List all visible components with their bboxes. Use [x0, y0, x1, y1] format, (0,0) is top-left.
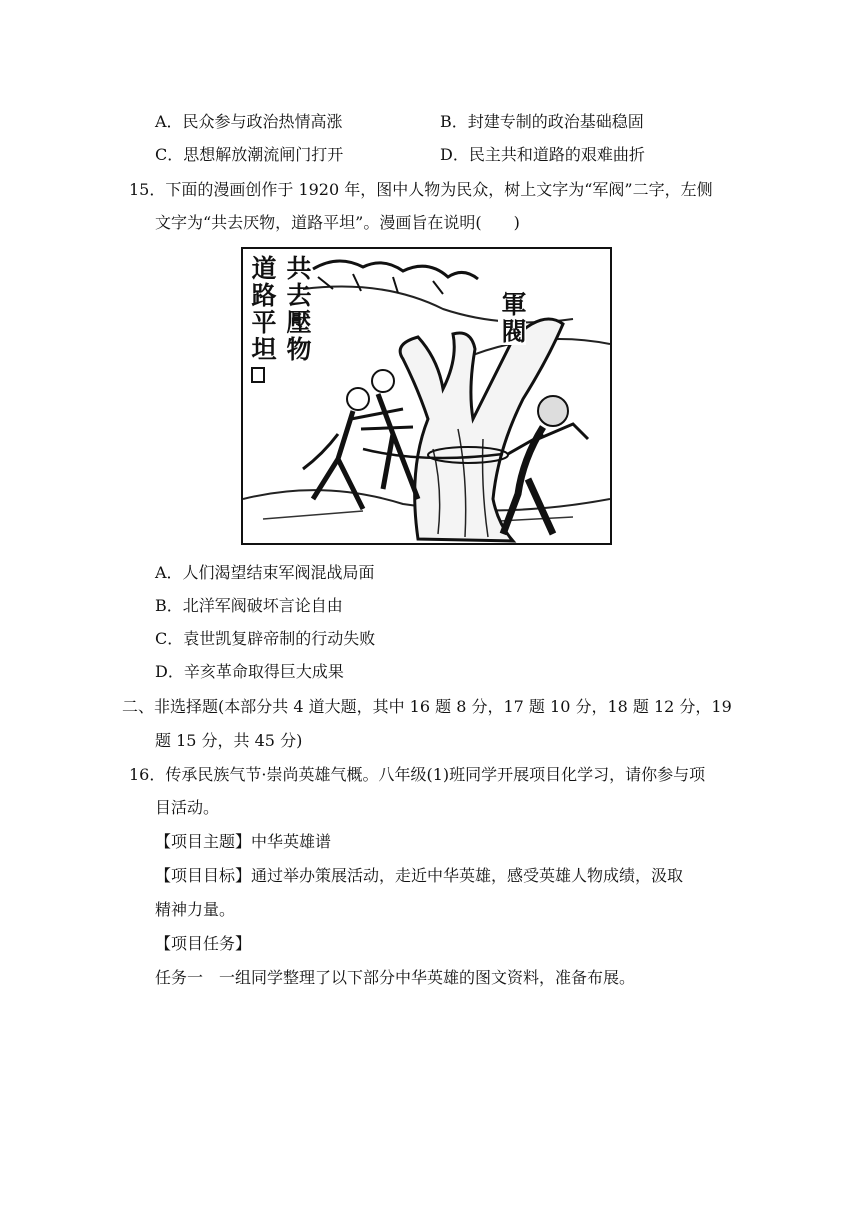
q15-option-c: C．袁世凯复辟帝制的行动失败 — [155, 629, 376, 648]
q15-option-a: A．人们渴望结束军阀混战局面 — [155, 563, 375, 582]
tree-label: 軍閥 — [498, 291, 527, 345]
q16-goal-line2: 精神力量。 — [155, 900, 236, 919]
cartoon-image — [241, 247, 612, 545]
q16-stem-line1: 16．传承民族气节·崇尚英雄气概。八年级(1)班同学开展项目化学习，请你参与项 — [129, 765, 706, 784]
q16-goal-line1: 【项目目标】通过举办策展活动，走近中华英雄，感受英雄人物成绩，汲取 — [155, 866, 684, 885]
q16-task1: 任务一 一组同学整理了以下部分中华英雄的图文资料，准备布展。 — [155, 968, 636, 987]
section2-heading-line1: 二、非选择题(本部分共 4 道大题，其中 16 题 8 分，17 题 10 分，18 题 12 分，19 — [122, 697, 732, 716]
q16-task-heading: 【项目任务】 — [155, 934, 252, 953]
option-b: B．封建专制的政治基础稳固 — [440, 112, 644, 131]
q15-stem-line2: 文字为“共去厌物，道路平坦”。漫画旨在说明( ) — [155, 213, 520, 232]
q16-theme: 【项目主题】中华英雄谱 — [155, 832, 332, 851]
option-c: C．思想解放潮流闸门打开 — [155, 145, 344, 164]
q15-option-b: B．北洋军阀破坏言论自由 — [155, 596, 343, 615]
option-a: A．民众参与政治热情高涨 — [155, 112, 343, 131]
cartoon-caption-col1: 共去壓物 — [283, 255, 312, 363]
q15-option-d: D．辛亥革命取得巨大成果 — [155, 662, 344, 681]
section2-heading-line2: 题 15 分，共 45 分) — [155, 731, 303, 750]
q15-stem-line1: 15．下面的漫画创作于 1920 年，图中人物为民众，树上文字为“军阀”二字，左侧 — [129, 180, 713, 199]
cartoon-caption-col2: 道路平坦 — [248, 255, 277, 363]
seal-mark — [251, 367, 265, 383]
option-d: D．民主共和道路的艰难曲折 — [440, 145, 645, 164]
q16-stem-line2: 目活动。 — [155, 798, 220, 817]
